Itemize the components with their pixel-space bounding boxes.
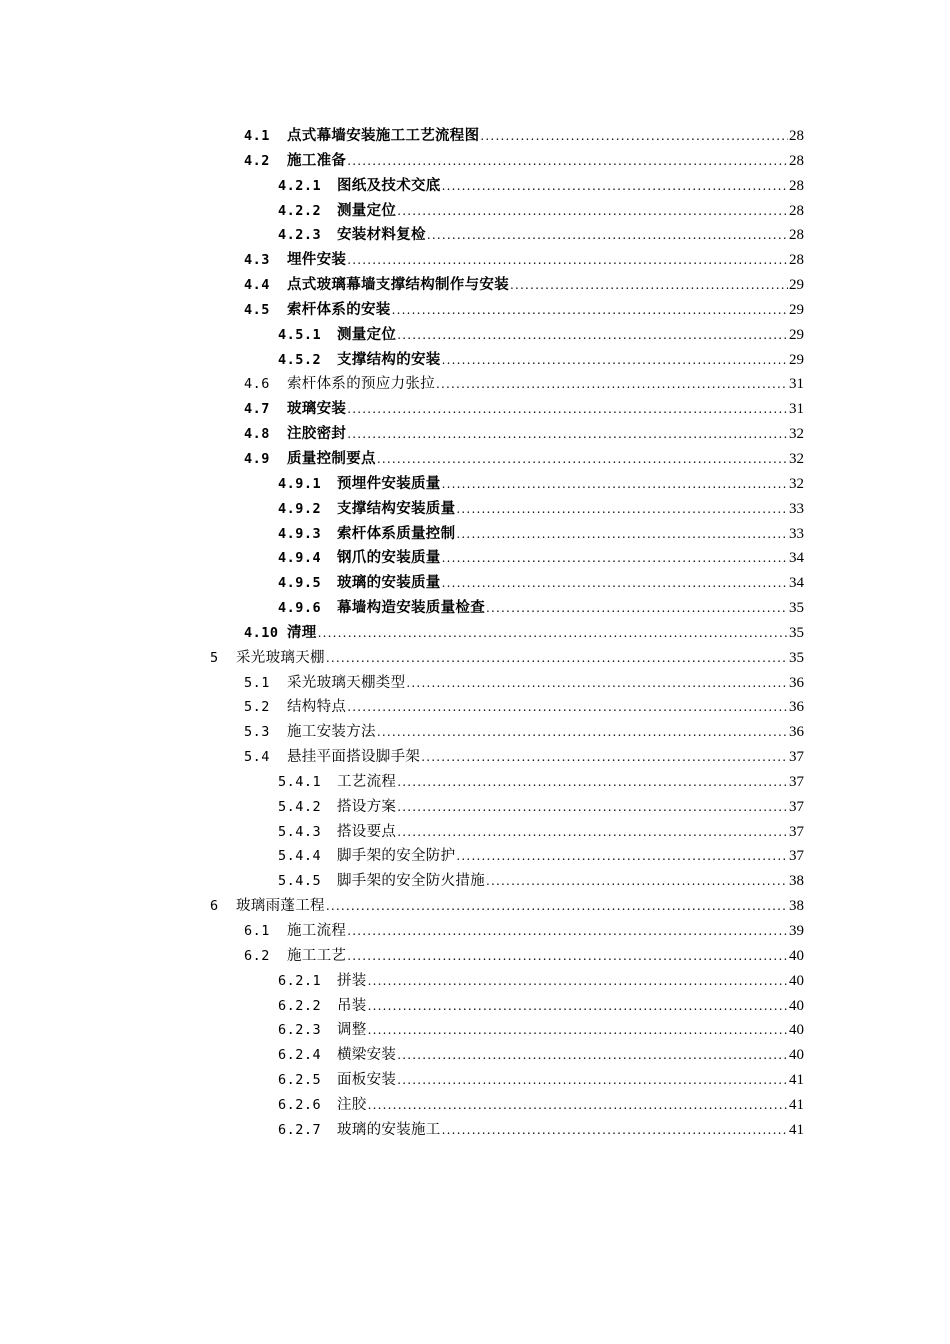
toc-dot-leader: [347, 397, 788, 422]
toc-entry-title: 索杆体系质量控制: [337, 524, 456, 542]
toc-entry-line: [278, 571, 804, 596]
toc-entry-line: [244, 671, 804, 696]
toc-entry-page-number: 28: [789, 152, 804, 169]
toc-entry[interactable]: [0, 695, 950, 720]
toc-entry-page-number: 34: [789, 550, 804, 567]
toc-entry[interactable]: [0, 223, 950, 248]
toc-entry-number: 6.2.6: [278, 1096, 322, 1113]
toc-entry-title: 拼装: [337, 972, 367, 989]
toc-dot-leader: [377, 720, 788, 745]
toc-dot-leader: [397, 323, 788, 348]
toc-entry-number: 4.2: [244, 152, 270, 169]
toc-dot-leader: [377, 447, 788, 472]
toc-entry-page-number: 35: [789, 649, 804, 666]
toc-entry-title: 测量定位: [337, 325, 397, 343]
toc-entry-page-number: 37: [789, 773, 804, 790]
toc-entry[interactable]: [0, 447, 950, 472]
toc-entry-line: [278, 1093, 804, 1118]
toc-dot-leader: [326, 894, 788, 919]
toc-entry[interactable]: [0, 1093, 950, 1118]
toc-entry-line: [278, 546, 804, 571]
toc-entry-number: 5.4: [244, 749, 270, 766]
toc-entry[interactable]: [0, 646, 950, 671]
toc-entry-line: [278, 497, 804, 522]
toc-entry[interactable]: [0, 273, 950, 298]
toc-dot-leader: [347, 944, 788, 969]
toc-entry-number: 4.9: [244, 450, 270, 467]
toc-dot-leader: [427, 223, 788, 248]
toc-entry[interactable]: [0, 546, 950, 571]
toc-entry-title: 搭设方案: [337, 798, 397, 815]
toc-entry-page-number: 40: [789, 972, 804, 989]
toc-entry-page-number: 37: [789, 848, 804, 865]
toc-entry-number: 4.6: [244, 376, 270, 393]
toc-entry[interactable]: [0, 348, 950, 373]
toc-dot-leader: [347, 149, 788, 174]
toc-dot-leader: [456, 497, 788, 522]
toc-dot-leader: [368, 1093, 788, 1118]
toc-entry-title: 吊装: [337, 997, 367, 1014]
toc-dot-leader: [318, 621, 788, 646]
toc-entry-title: 施工准备: [287, 151, 347, 169]
toc-dot-leader: [392, 298, 788, 323]
toc-entry-title: 悬挂平面搭设脚手架: [287, 749, 421, 766]
toc-entry-title: 采光玻璃天棚: [236, 649, 325, 666]
toc-entry[interactable]: [0, 795, 950, 820]
toc-entry-number: 4.2.1: [278, 177, 322, 194]
toc-entry-title: 测量定位: [337, 201, 397, 219]
toc-entry[interactable]: [0, 720, 950, 745]
toc-entry-number: 4.2.3: [278, 227, 322, 244]
toc-entry-title: 横梁安装: [337, 1047, 397, 1064]
toc-entry-number: 4.4: [244, 277, 270, 294]
toc-entry-number: 4.2.2: [278, 202, 322, 219]
toc-entry-page-number: 29: [789, 277, 804, 294]
toc-entry-title: 玻璃的安装施工: [337, 1121, 441, 1138]
toc-entry[interactable]: [0, 844, 950, 869]
toc-entry-number: 4.5.1: [278, 326, 322, 343]
toc-dot-leader: [397, 770, 788, 795]
toc-dot-leader: [442, 348, 788, 373]
toc-entry-number: 6.1: [244, 923, 270, 939]
toc-entry-number: 4.5: [244, 301, 270, 318]
toc-entry-title: 面板安装: [337, 1072, 397, 1089]
toc-entry-number: 4.9.1: [278, 475, 322, 492]
toc-entry-line: [278, 348, 804, 373]
toc-entry-line: [278, 869, 804, 894]
toc-entry-line: [278, 596, 804, 621]
toc-entry-page-number: 41: [789, 1096, 804, 1113]
toc-entry-line: [278, 522, 804, 547]
toc-dot-leader: [436, 372, 788, 397]
toc-entry-page-number: 34: [789, 575, 804, 592]
toc-entry-title: 点式幕墙安装施工工艺流程图: [287, 127, 480, 144]
toc-dot-leader: [326, 646, 788, 671]
toc-entry-number: 6.2.5: [278, 1072, 322, 1089]
toc-entry-page-number: 28: [789, 202, 804, 219]
toc-entry[interactable]: [0, 969, 950, 994]
toc-entry-page-number: 32: [789, 426, 804, 443]
toc-entry[interactable]: [0, 199, 950, 224]
toc-entry-number: 5: [210, 649, 219, 666]
toc-entry-number: 4.10: [244, 624, 279, 641]
toc-entry[interactable]: [0, 422, 950, 447]
toc-entry-title: 支撑结构的安装: [337, 350, 441, 368]
toc-entry-title: 玻璃雨蓬工程: [236, 898, 325, 915]
toc-entry-number: 4.9.5: [278, 575, 322, 592]
toc-entry-number: 5.2: [244, 699, 270, 716]
toc-entry-line: [244, 298, 804, 323]
toc-entry-line: [278, 969, 804, 994]
toc-dot-leader: [510, 273, 788, 298]
toc-entry-line: [278, 1043, 804, 1068]
toc-entry-line: [278, 795, 804, 820]
toc-entry-line: [244, 372, 804, 397]
toc-entry-number: 6.2.1: [278, 972, 322, 989]
toc-dot-leader: [397, 199, 788, 224]
toc-entry-number: 6.2.4: [278, 1047, 322, 1064]
toc-entry-title: 搭设要点: [337, 823, 397, 840]
toc-entry-title: 注胶密封: [287, 425, 347, 443]
toc-entry-page-number: 28: [789, 252, 804, 269]
toc-entry-page-number: 40: [789, 947, 804, 964]
toc-entry-line: [278, 472, 804, 497]
toc-entry-number: 5.1: [244, 674, 270, 691]
toc-entry-title: 结构特点: [287, 699, 347, 716]
toc-entry-number: 4.9.2: [278, 500, 322, 517]
toc-dot-leader: [421, 745, 788, 770]
toc-entry[interactable]: [0, 174, 950, 199]
toc-entry-title: 工艺流程: [337, 773, 397, 790]
toc-dot-leader: [456, 844, 788, 869]
toc-entry[interactable]: [0, 671, 950, 696]
toc-entry-page-number: 32: [789, 450, 804, 467]
toc-dot-leader: [368, 969, 788, 994]
toc-entry-line: [244, 248, 804, 273]
toc-entry-title: 索杆体系的安装: [287, 300, 391, 318]
toc-entry-title: 埋件安装: [287, 251, 347, 269]
toc-entry-title: 预埋件安装质量: [337, 474, 441, 492]
toc-entry[interactable]: [0, 1118, 950, 1143]
toc-entry-line: [244, 273, 804, 298]
toc-entry[interactable]: [0, 571, 950, 596]
toc-entry-number: 6.2.7: [278, 1121, 322, 1138]
toc-entry-title: 施工工艺: [287, 947, 347, 964]
toc-entry[interactable]: [0, 894, 950, 919]
toc-entry-title: 注胶: [337, 1096, 367, 1113]
toc-entry[interactable]: [0, 1043, 950, 1068]
toc-entry-line: [244, 944, 804, 969]
toc-entry-page-number: 31: [789, 401, 804, 418]
toc-entry-page-number: 32: [789, 475, 804, 492]
toc-entry-number: 5.4.2: [278, 798, 322, 815]
toc-entry-page-number: 36: [789, 674, 804, 691]
toc-entry-page-number: 28: [789, 128, 804, 144]
toc-entry-title: 点式玻璃幕墙支撑结构制作与安装: [287, 276, 509, 294]
toc-entry[interactable]: [0, 745, 950, 770]
toc-entry-line: [210, 646, 804, 671]
toc-dot-leader: [347, 422, 788, 447]
toc-entry-page-number: 33: [789, 525, 804, 542]
toc-entry-line: [278, 199, 804, 224]
toc-dot-leader: [397, 820, 788, 845]
toc-entry-page-number: 35: [789, 624, 804, 641]
toc-entry[interactable]: [0, 919, 950, 944]
toc-entry-line: [244, 919, 804, 944]
toc-entry-title: 质量控制要点: [287, 449, 376, 467]
toc-entry-line: [244, 621, 804, 646]
toc-entry-number: 6: [210, 898, 219, 915]
toc-entry-page-number: 40: [789, 997, 804, 1014]
toc-entry[interactable]: [0, 323, 950, 348]
toc-entry-number: 6.2.3: [278, 1022, 322, 1039]
toc-entry-page-number: 38: [789, 873, 804, 890]
toc-entry-title: 玻璃安装: [287, 400, 347, 418]
toc-entry[interactable]: [0, 994, 950, 1019]
toc-entry-page-number: 37: [789, 798, 804, 815]
toc-dot-leader: [368, 1018, 788, 1043]
toc-entry-line: [278, 1068, 804, 1093]
toc-entry-title: 施工流程: [287, 923, 347, 939]
toc-entry-page-number: 38: [789, 898, 804, 915]
toc-entry[interactable]: [0, 1068, 950, 1093]
toc-dot-leader: [397, 1043, 788, 1068]
toc-entry-number: 4.5.2: [278, 351, 322, 368]
toc-entry-page-number: 40: [789, 1022, 804, 1039]
toc-entry-line: [244, 695, 804, 720]
toc-entry-title: 脚手架的安全防护: [337, 848, 456, 865]
toc-entry-title: 清理: [287, 623, 317, 641]
toc-entry-line: [278, 844, 804, 869]
toc-entry[interactable]: [0, 820, 950, 845]
toc-entry-title: 安装材料复检: [337, 226, 426, 244]
toc-entry[interactable]: [0, 298, 950, 323]
toc-entry-page-number: 29: [789, 326, 804, 343]
toc-entry-line: [244, 149, 804, 174]
toc-entry[interactable]: [0, 248, 950, 273]
toc-entry[interactable]: [0, 770, 950, 795]
toc-entry-title: 采光玻璃天棚类型: [287, 674, 406, 691]
toc-entry-page-number: 33: [789, 500, 804, 517]
toc-entry-line: [278, 770, 804, 795]
toc-entry-line: [244, 397, 804, 422]
toc-entry-number: 4.1: [244, 128, 270, 144]
toc-entry[interactable]: [0, 522, 950, 547]
toc-dot-leader: [442, 174, 788, 199]
toc-entry-title: 施工安装方法: [287, 724, 376, 741]
toc-entry[interactable]: [0, 1018, 950, 1043]
toc-entry-number: 5.4.4: [278, 848, 322, 865]
toc-entry-number: 5.3: [244, 724, 270, 741]
toc-entry-page-number: 37: [789, 749, 804, 766]
toc-entry-line: [210, 894, 804, 919]
toc-dot-leader: [347, 695, 788, 720]
toc-entry-title: 图纸及技术交底: [337, 176, 441, 194]
toc-dot-leader: [456, 522, 788, 547]
toc-entry-line: [278, 174, 804, 199]
toc-dot-leader: [442, 546, 788, 571]
toc-entry[interactable]: [0, 397, 950, 422]
toc-entry-number: 5.4.1: [278, 773, 322, 790]
toc-entry[interactable]: [0, 944, 950, 969]
toc-entry-page-number: 35: [789, 600, 804, 617]
toc-entry[interactable]: [0, 372, 950, 397]
toc-entry-number: 4.9.6: [278, 600, 322, 617]
toc-entry-page-number: 41: [789, 1121, 804, 1138]
table-of-contents: [0, 124, 950, 1143]
toc-entry-line: [278, 820, 804, 845]
toc-entry-page-number: 28: [789, 227, 804, 244]
toc-entry-page-number: 36: [789, 724, 804, 741]
toc-entry-line: [244, 745, 804, 770]
toc-entry[interactable]: [0, 472, 950, 497]
toc-entry-title: 玻璃的安装质量: [337, 574, 441, 592]
toc-entry-title: 钢爪的安装质量: [337, 549, 441, 567]
toc-entry-number: 4.9.4: [278, 550, 322, 567]
toc-entry-number: 6.2.2: [278, 997, 322, 1014]
toc-entry-number: 5.4.3: [278, 823, 322, 840]
toc-entry-title: 幕墙构造安装质量检查: [337, 599, 485, 617]
toc-entry-page-number: 40: [789, 1047, 804, 1064]
toc-dot-leader: [486, 596, 788, 621]
toc-entry-line: [278, 1118, 804, 1143]
toc-entry-line: [278, 323, 804, 348]
toc-entry-page-number: 36: [789, 699, 804, 716]
toc-entry-number: 5.4.5: [278, 873, 322, 890]
toc-dot-leader: [480, 124, 788, 149]
toc-entry-line: [278, 994, 804, 1019]
toc-entry-page-number: 29: [789, 301, 804, 318]
toc-entry[interactable]: [0, 497, 950, 522]
toc-entry-title: 索杆体系的预应力张拉: [287, 376, 435, 393]
toc-entry[interactable]: [0, 621, 950, 646]
toc-entry[interactable]: [0, 869, 950, 894]
toc-entry-number: 4.9.3: [278, 525, 322, 542]
toc-entry-number: 4.8: [244, 426, 270, 443]
toc-dot-leader: [486, 869, 788, 894]
toc-dot-leader: [442, 472, 788, 497]
toc-entry-title: 脚手架的安全防火措施: [337, 873, 485, 890]
toc-dot-leader: [442, 571, 788, 596]
toc-entry-title: 调整: [337, 1022, 367, 1039]
toc-entry-page-number: 28: [789, 177, 804, 194]
toc-entry-page-number: 41: [789, 1072, 804, 1089]
toc-entry-number: 4.7: [244, 401, 270, 418]
toc-entry-number: 6.2: [244, 947, 270, 964]
toc-entry-line: [244, 124, 804, 149]
toc-entry-page-number: 39: [789, 923, 804, 939]
toc-dot-leader: [442, 1118, 788, 1143]
toc-dot-leader: [347, 248, 788, 273]
toc-entry-line: [278, 1018, 804, 1043]
toc-dot-leader: [397, 1068, 788, 1093]
toc-entry-line: [244, 720, 804, 745]
toc-dot-leader: [397, 795, 788, 820]
toc-entry-page-number: 31: [789, 376, 804, 393]
toc-entry[interactable]: [0, 596, 950, 621]
toc-dot-leader: [406, 671, 788, 696]
toc-entry-number: 4.3: [244, 252, 270, 269]
toc-dot-leader: [347, 919, 788, 944]
toc-dot-leader: [368, 994, 788, 1019]
toc-entry-page-number: 37: [789, 823, 804, 840]
toc-entry-title: 支撑结构安装质量: [337, 499, 456, 517]
toc-entry-line: [278, 223, 804, 248]
toc-entry-line: [244, 447, 804, 472]
toc-entry-line: [244, 422, 804, 447]
toc-entry[interactable]: [0, 149, 950, 174]
toc-entry-page-number: 29: [789, 351, 804, 368]
toc-entry[interactable]: [0, 124, 950, 149]
